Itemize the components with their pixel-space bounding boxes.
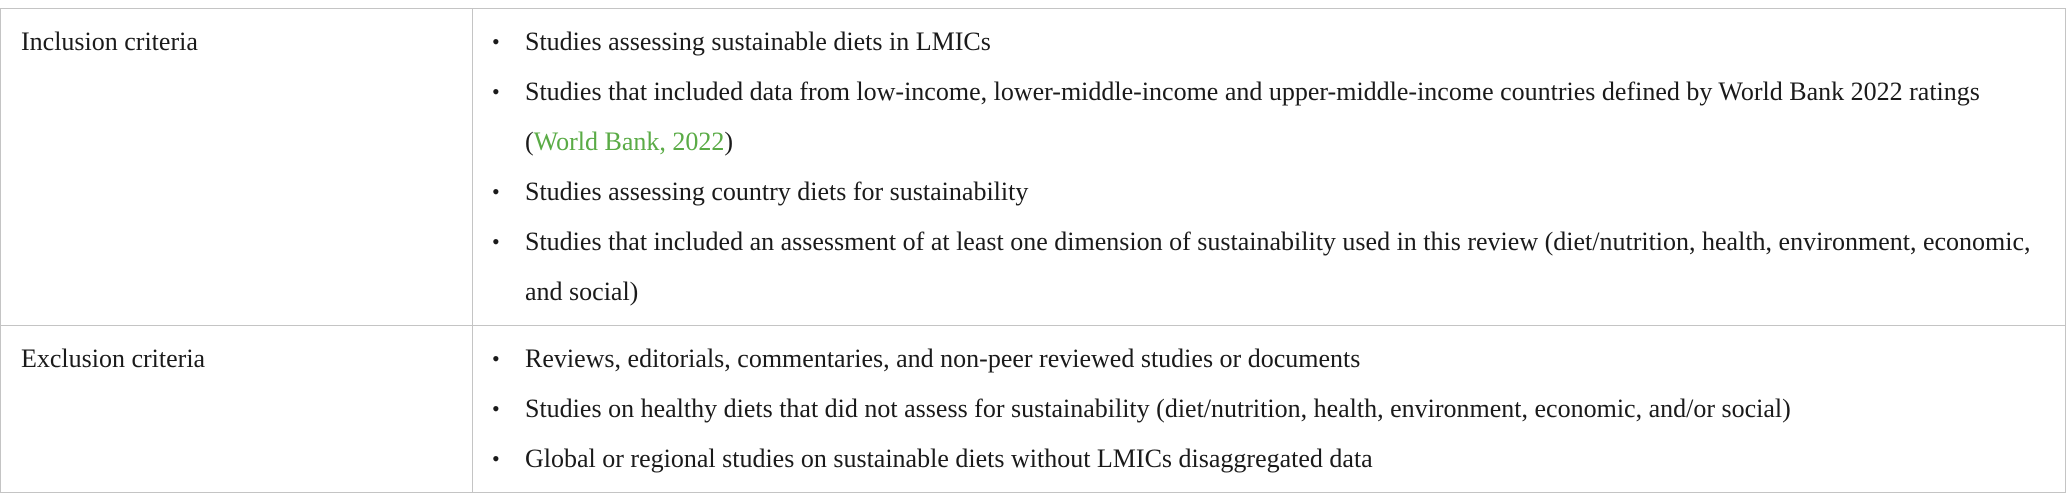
exclusion-items-cell bbox=[473, 326, 2066, 493]
list-item bbox=[473, 167, 2041, 217]
inclusion-criteria-list bbox=[473, 17, 2041, 317]
exclusion-label-cell bbox=[1, 326, 473, 493]
list-item-text-suffix: ) bbox=[724, 127, 734, 156]
list-item bbox=[473, 217, 2041, 317]
list-item-text: Studies assessing sustainable diets in LMICs bbox=[525, 27, 991, 56]
world-bank-citation-link[interactable]: World Bank, 2022 bbox=[533, 127, 725, 156]
list-item-text: Studies on healthy diets that did not assess for sustainability (diet/nutrition, health, environment, economic, and/or social) bbox=[525, 394, 1791, 423]
inclusion-criteria-label: Inclusion criteria bbox=[21, 27, 198, 56]
list-item-text: Studies that included data from low-income, lower-middle-income and upper-middle-income countries defined by World Bank 2022 ratings ( bbox=[525, 77, 1980, 156]
list-item bbox=[473, 384, 2041, 434]
list-item bbox=[473, 17, 2041, 67]
list-item bbox=[473, 67, 2041, 167]
inclusion-items-cell bbox=[473, 9, 2066, 326]
exclusion-row bbox=[1, 326, 2066, 493]
list-item bbox=[473, 434, 2041, 484]
list-item-text: Studies assessing country diets for sustainability bbox=[525, 177, 1029, 206]
list-item-text: Studies that included an assessment of at least one dimension of sustainability used in this review (diet/nutrition, health, environment, economic, and social) bbox=[525, 227, 2031, 306]
list-item-text: Global or regional studies on sustainable diets without LMICs disaggregated data bbox=[525, 444, 1373, 473]
exclusion-criteria-label: Exclusion criteria bbox=[21, 344, 206, 373]
inclusion-label-cell bbox=[1, 9, 473, 326]
list-item-text: Reviews, editorials, commentaries, and non-peer reviewed studies or documents bbox=[525, 344, 1361, 373]
inclusion-row bbox=[1, 9, 2066, 326]
exclusion-criteria-list bbox=[473, 334, 2041, 484]
criteria-table bbox=[0, 8, 2066, 493]
list-item bbox=[473, 334, 2041, 384]
